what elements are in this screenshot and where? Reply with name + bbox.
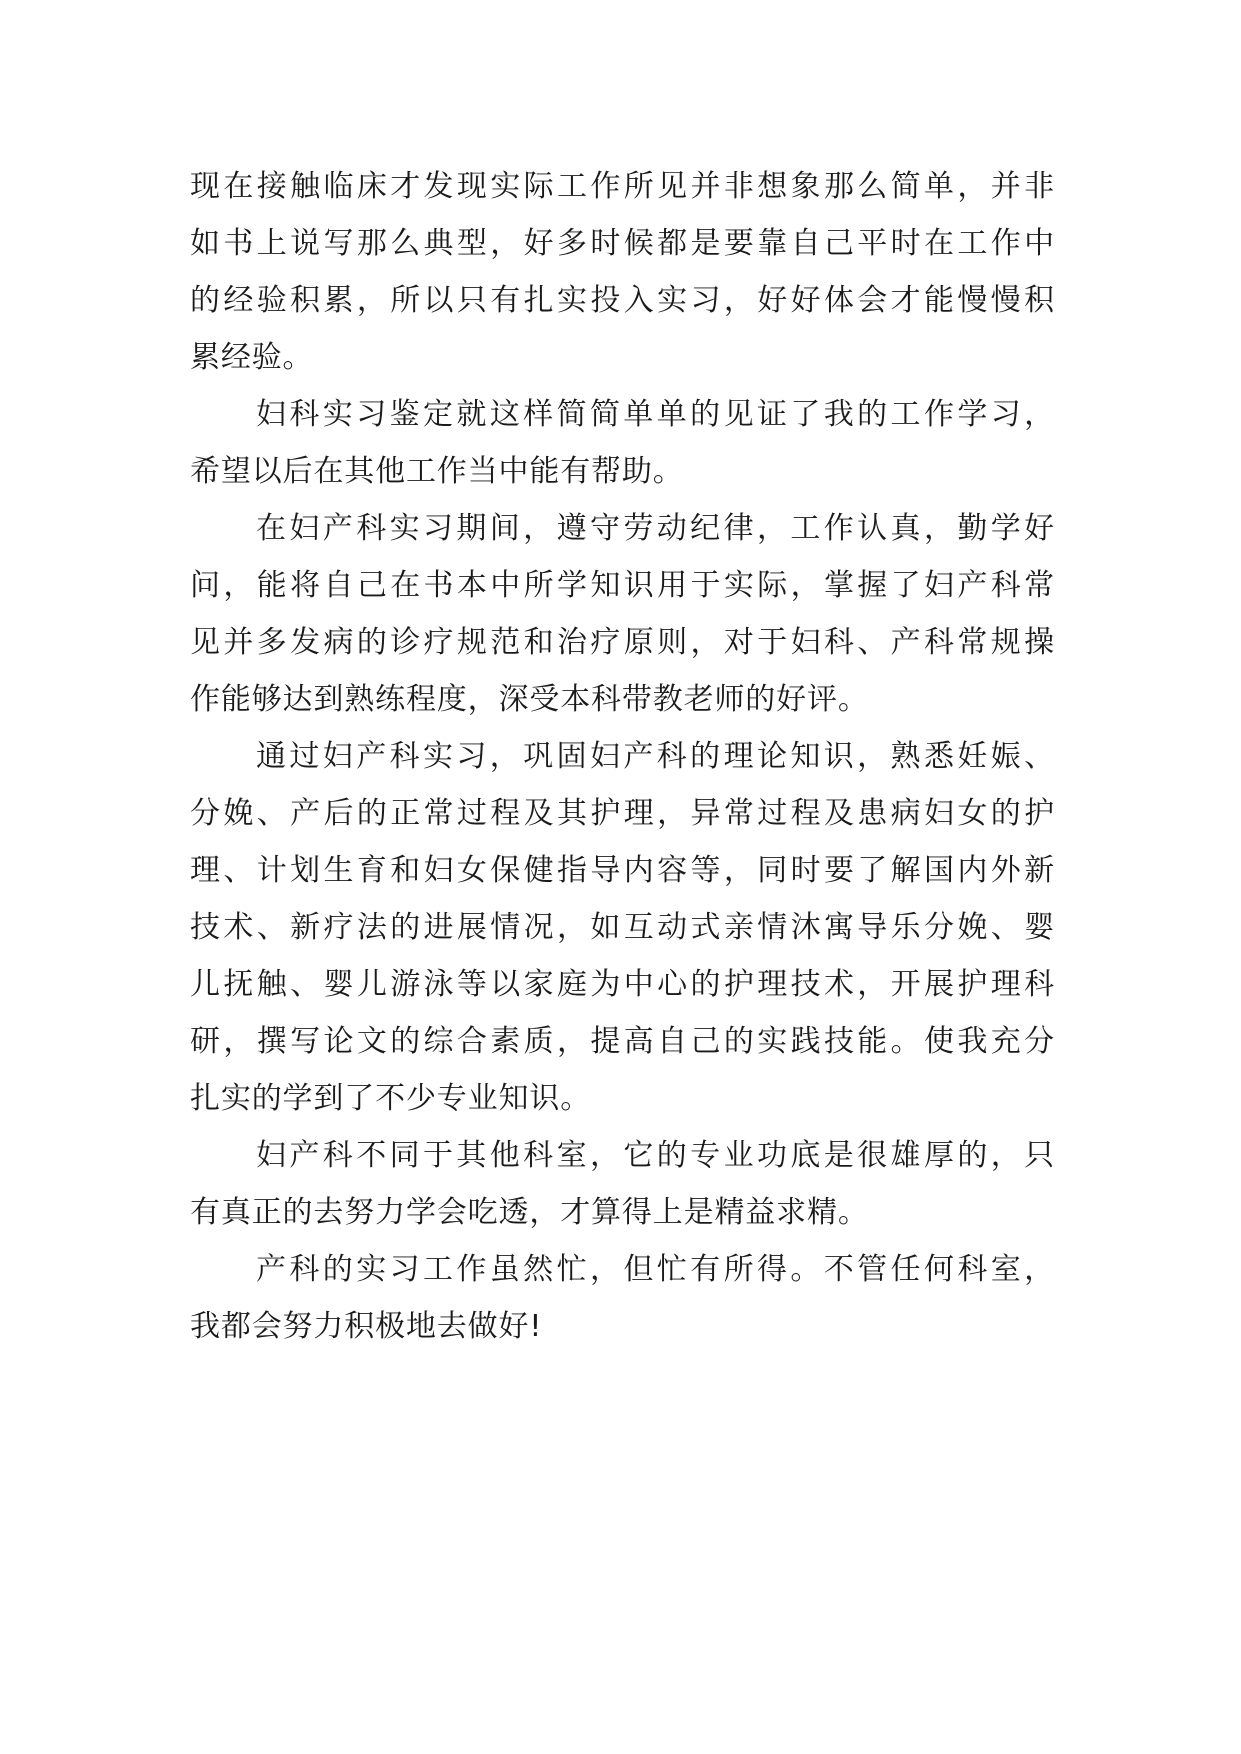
paragraph-5 — [190, 1127, 1055, 1241]
paragraph-line: 我都会努力积极地去做好! — [190, 1309, 543, 1344]
paragraph-line: 希望以后在其他工作当中能有帮助。 — [190, 454, 684, 489]
paragraph-line: 通过妇产科实习，巩固妇产科的理论知识，熟悉妊娠、 — [256, 739, 1055, 774]
paragraph-line: 累经验。 — [190, 340, 314, 375]
paragraph-line: 的经验积累，所以只有扎实投入实习，好好体会才能慢慢积 — [190, 283, 1055, 318]
paragraph-line: 妇产科不同于其他科室，它的专业功底是很雄厚的，只 — [256, 1138, 1055, 1173]
document-body — [190, 158, 1055, 1355]
paragraph-line: 如书上说写那么典型，好多时候都是要靠自己平时在工作中 — [190, 226, 1055, 261]
paragraph-line: 儿抚触、婴儿游泳等以家庭为中心的护理技术，开展护理科 — [190, 967, 1055, 1002]
paragraph-line: 见并多发病的诊疗规范和治疗原则，对于妇科、产科常规操 — [190, 625, 1055, 660]
paragraph-6 — [190, 1241, 1055, 1355]
paragraph-line: 有真正的去努力学会吃透，才算得上是精益求精。 — [190, 1195, 869, 1230]
paragraph-line: 作能够达到熟练程度，深受本科带教老师的好评。 — [190, 682, 869, 717]
paragraph-line: 产科的实习工作虽然忙，但忙有所得。不管任何科室， — [256, 1252, 1055, 1287]
paragraph-line: 研，撰写论文的综合素质，提高自己的实践技能。使我充分 — [190, 1024, 1055, 1059]
paragraph-line: 技术、新疗法的进展情况，如互动式亲情沐寓导乐分娩、婴 — [190, 910, 1055, 945]
paragraph-line: 理、计划生育和妇女保健指导内容等，同时要了解国内外新 — [190, 853, 1055, 888]
paragraph-3 — [190, 500, 1055, 728]
paragraph-1 — [190, 158, 1055, 386]
paragraph-line: 在妇产科实习期间，遵守劳动纪律，工作认真，勤学好 — [256, 511, 1055, 546]
paragraph-line: 现在接触临床才发现实际工作所见并非想象那么简单，并非 — [190, 169, 1055, 204]
paragraph-line: 妇科实习鉴定就这样简简单单的见证了我的工作学习， — [256, 397, 1055, 432]
paragraph-4 — [190, 728, 1055, 1127]
paragraph-2 — [190, 386, 1055, 500]
paragraph-line: 问，能将自己在书本中所学知识用于实际，掌握了妇产科常 — [190, 568, 1055, 603]
paragraph-line: 分娩、产后的正常过程及其护理，异常过程及患病妇女的护 — [190, 796, 1055, 831]
paragraph-line: 扎实的学到了不少专业知识。 — [190, 1081, 592, 1116]
